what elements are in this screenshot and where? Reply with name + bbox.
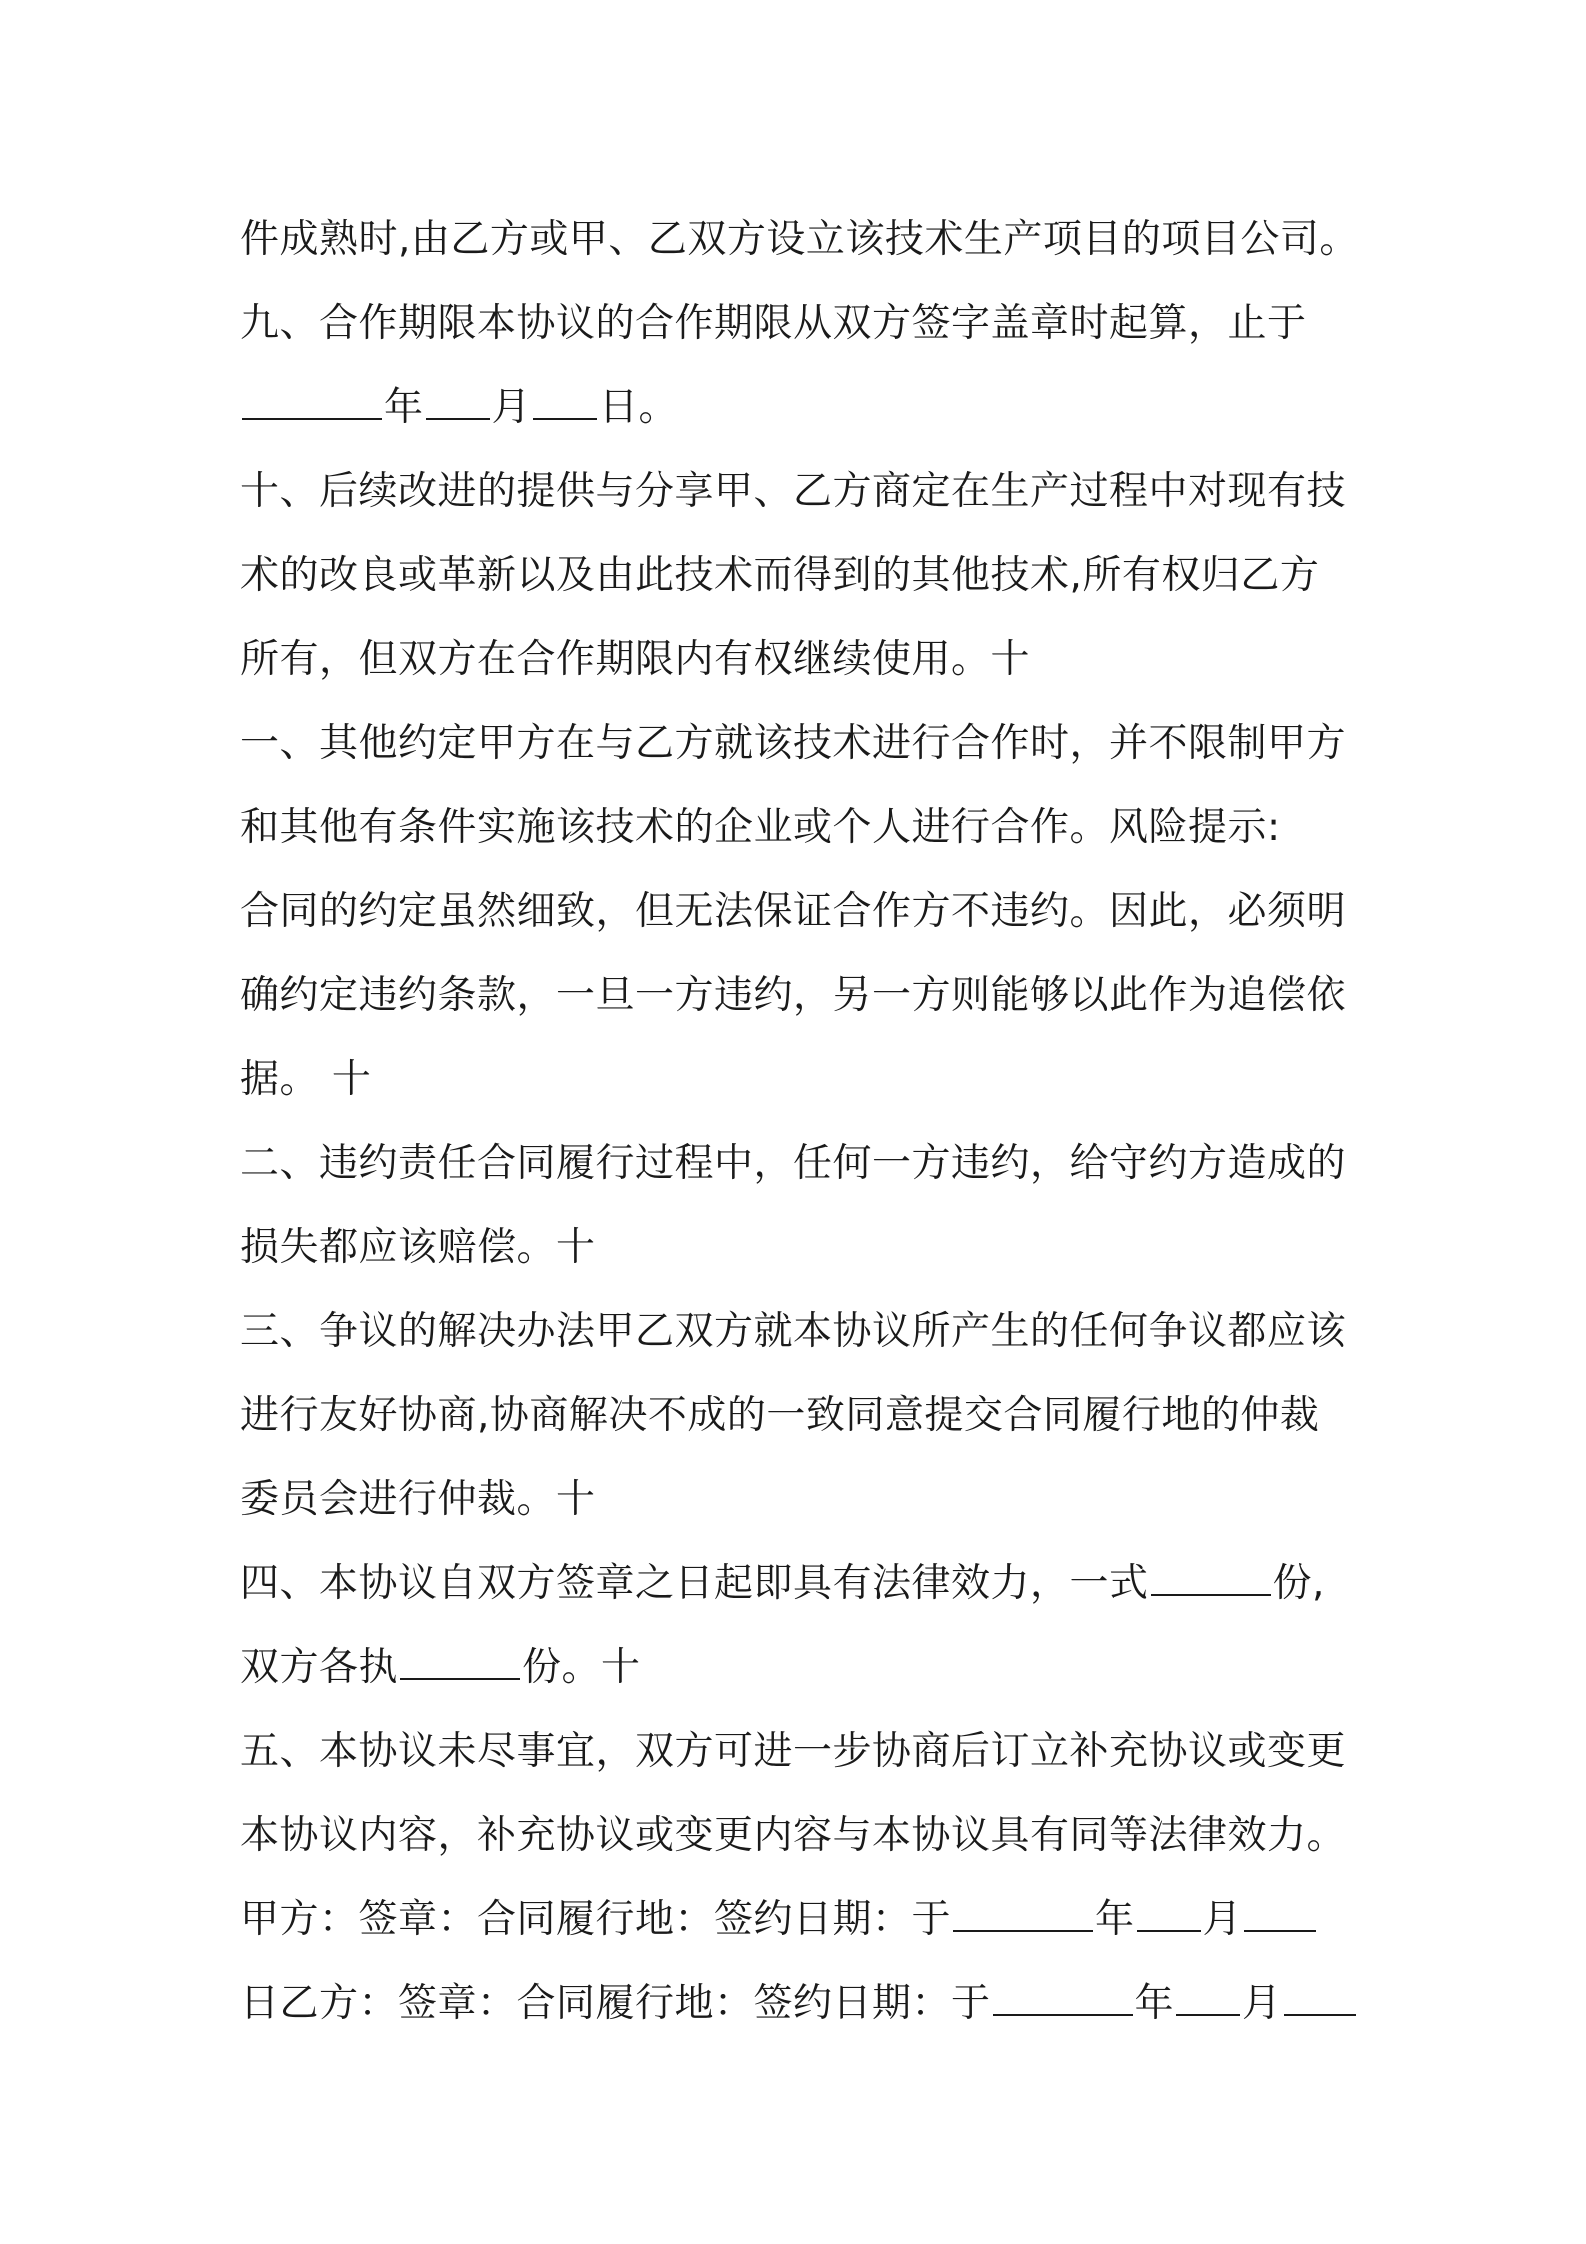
copies-blank[interactable] <box>1151 1560 1271 1596</box>
text-line: 进行友好协商,协商解决不成的一致同意提交合同履行地的仲裁 <box>240 1393 1320 1438</box>
text-line: 件成熟时,由乙方或甲、乙双方设立该技术生产项目的项目公司。 <box>240 217 1359 262</box>
text-line: 三、争议的解决办法甲乙双方就本协议所产生的任何争议都应该 <box>240 1309 1347 1354</box>
copies-text: 四、本协议自双方签章之日起即具有法律效力，一式 <box>240 1561 1149 1606</box>
contract-body <box>240 198 1360 2046</box>
day-label: 日。 <box>599 385 679 430</box>
party-b-signature-line <box>240 1962 1360 2046</box>
party-a-year-label: 年 <box>1095 1897 1135 1942</box>
text-line: 所有，但双方在合作期限内有权继续使用。十 <box>240 637 1031 682</box>
month-label: 月 <box>491 385 532 430</box>
party-b-year-label: 年 <box>1134 1981 1175 2026</box>
party-b-month-blank[interactable] <box>1176 1980 1240 2016</box>
party-a-day-blank[interactable] <box>1244 1896 1316 1932</box>
party-a-year-blank[interactable] <box>953 1896 1093 1932</box>
text-line: 九、合作期限本协议的合作期限从双方签字盖章时起算，止于 <box>240 301 1307 346</box>
text-line: 术的改良或革新以及由此技术而得到的其他技术,所有权归乙方 <box>240 553 1320 598</box>
each-text: 双方各执 <box>240 1645 399 1690</box>
text-line: 合同的约定虽然细致，但无法保证合作方不违约。因此，必须明 <box>240 889 1347 934</box>
text-line: 委员会进行仲裁。十 <box>240 1477 596 1522</box>
text-line: 五、本协议未尽事宜，双方可进一步协商后订立补充协议或变更 <box>240 1729 1347 1774</box>
month-blank[interactable] <box>426 384 490 420</box>
party-b-month-label: 月 <box>1242 1981 1282 2026</box>
day-blank[interactable] <box>533 384 597 420</box>
text-line: 本协议内容，补充协议或变更内容与本协议具有同等法律效力。 <box>240 1813 1347 1858</box>
each-unit: 份。十 <box>522 1645 641 1690</box>
party-a-month-label: 月 <box>1202 1897 1243 1942</box>
text-line: 和其他有条件实施该技术的企业或个人进行合作。风险提示: <box>240 805 1281 850</box>
each-copies-blank[interactable] <box>400 1644 520 1680</box>
copies-line <box>240 1542 1360 1626</box>
party-b-year-blank[interactable] <box>993 1980 1133 2016</box>
text-line: 二、违约责任合同履行过程中，任何一方违约，给守约方造成的 <box>240 1141 1347 1186</box>
party-a-signature-line <box>240 1878 1360 1962</box>
text-line: 确约定违约条款，一旦一方违约，另一方则能够以此作为追偿依 <box>240 973 1347 1018</box>
copies-unit: 份, <box>1272 1561 1325 1606</box>
text-line: 损失都应该赔偿。十 <box>240 1225 596 1270</box>
party-b-text: 日乙方：签章：合同履行地：签约日期：于 <box>240 1981 991 2026</box>
party-b-day-blank[interactable] <box>1284 1980 1356 2016</box>
text-line: 据。 十 <box>240 1057 372 1102</box>
party-a-month-blank[interactable] <box>1137 1896 1201 1932</box>
year-blank[interactable] <box>242 384 382 420</box>
party-a-text: 甲方：签章：合同履行地：签约日期：于 <box>240 1897 952 1942</box>
text-line: 一、其他约定甲方在与乙方就该技术进行合作时，并不限制甲方 <box>240 721 1347 766</box>
text-line: 十、后续改进的提供与分享甲、乙方商定在生产过程中对现有技 <box>240 469 1347 514</box>
each-copies-line <box>240 1626 1360 1710</box>
term-end-date-line <box>240 366 1360 450</box>
year-label: 年 <box>384 385 424 430</box>
